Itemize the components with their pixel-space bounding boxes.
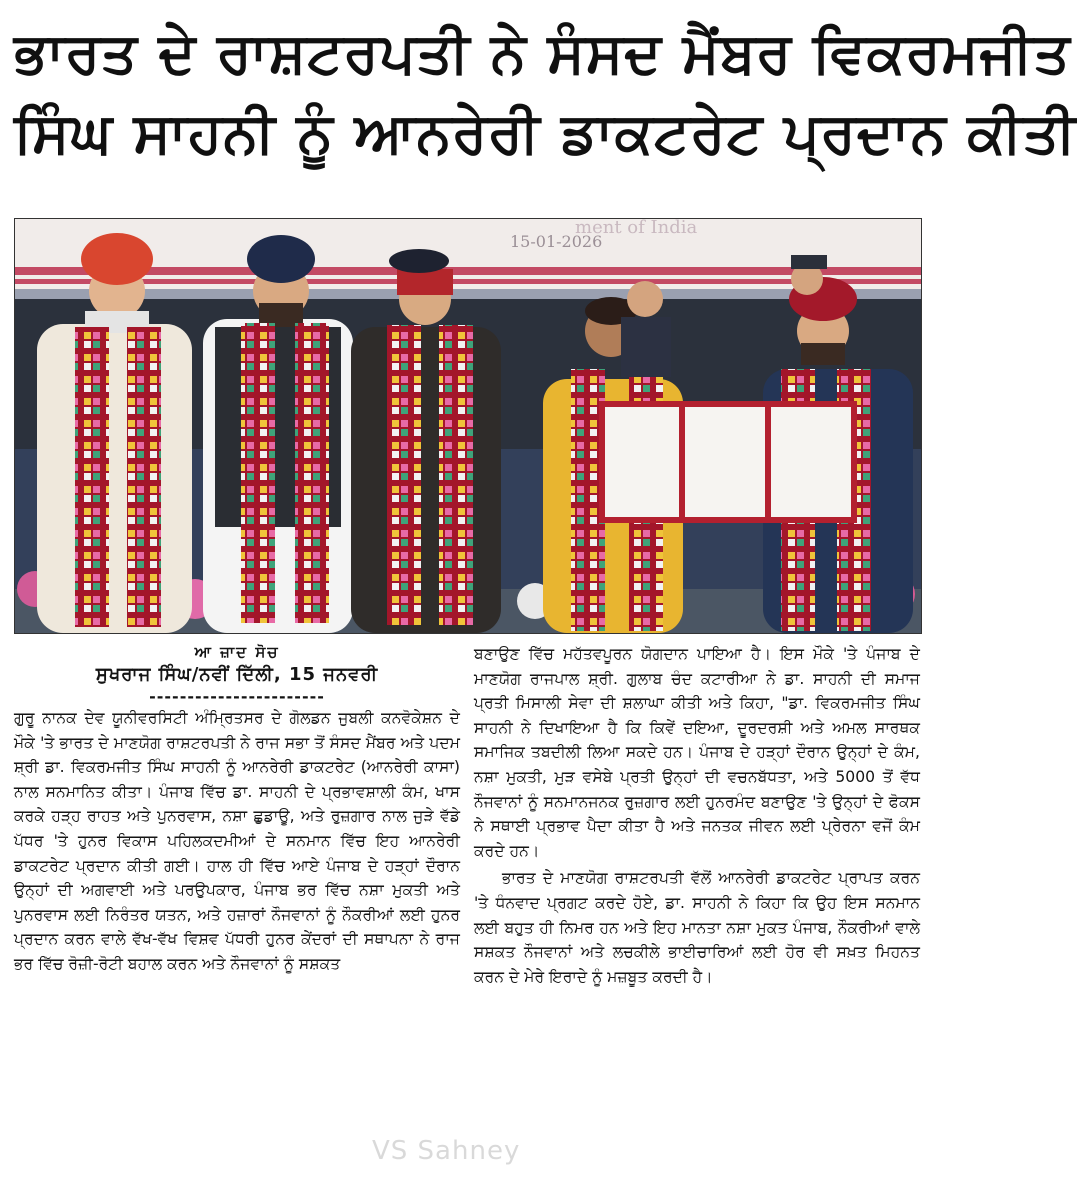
headline-line-1: ਭਾਰਤ ਦੇ ਰਾਸ਼ਟਰਪਤੀ ਨੇ ਸੰਸਦ ਮੈਂਬਰ ਵਿਕਰਮਜੀਤ: [14, 21, 1071, 86]
author-dateline: ਸੁਖਰਾਜ ਸਿੰਘ/ਨਵੀਂ ਦਿੱਲੀ, 15 ਜਨਵਰੀ: [95, 664, 379, 685]
headline-line-2: ਸਿੰਘ ਸਾਹਨੀ ਨੂੰ ਆਨਰੇਰੀ ਡਾਕਟਰੇਟ ਪ੍ਰਦਾਨ ਕੀਤੀ: [14, 101, 1077, 166]
article-paragraph-3: ਭਾਰਤ ਦੇ ਮਾਣਯੋਗ ਰਾਸ਼ਟਰਪਤੀ ਵੱਲੋਂ ਆਨਰੇਰੀ ਡਾਕਟਰੇਟ ਪ੍ਰਾਪਤ ਕਰਨ 'ਤੇ ਧੰਨਵਾਦ ਪ੍ਰਗਟ ਕਰਦੇ ਹੋਏ, ਡਾ. ਸਾਹਨੀ ਨੇ ਕਿਹਾ ਕਿ ਉਹ ਇਸ ਸਨਮਾਨ ਲਈ ਬਹੁਤ ਹੀ ਨਿਮਰ ਹਨ ਅਤੇ ਇਹ ਮਾਨਤਾ ਨਸ਼ਾ ਮੁਕਤ ਪੰਜਾਬ, ਨੌਕਰੀਆਂ ਵਾਲੇ ਸਸ਼ਕਤ ਨੌਜਵਾਨਾਂ ਅਤੇ ਲਚਕੀਲੇ ਭਾਈਚਾਰਿਆਂ ਲਈ ਹੋਰ ਵੀ ਸਖ਼ਤ ਮਿਹਨਤ ਕਰਨ ਦੇ ਮੇਰੇ ਇਰਾਦੇ ਨੂੰ ਮਜ਼ਬੂਤ ਕਰਦੀ ਹੈ।: [474, 869, 920, 986]
byline: [14, 642, 460, 706]
article-paragraph-1: ਗੁਰੂ ਨਾਨਕ ਦੇਵ ਯੂਨੀਵਰਸਿਟੀ ਅੰਮ੍ਰਿਤਸਰ ਦੇ ਗੋਲਡਨ ਜੁਬਲੀ ਕਨਵੋਕੇਸ਼ਨ ਦੇ ਮੌਕੇ 'ਤੇ ਭਾਰਤ ਦੇ ਮਾਣਯੋਗ ਰਾਸ਼ਟਰਪਤੀ ਨੇ ਰਾਜ ਸਭਾ ਤੋਂ ਸੰਸਦ ਮੈਂਬਰ ਅਤੇ ਪਦਮ ਸ਼੍ਰੀ ਡਾ. ਵਿਕਰਮਜੀਤ ਸਿੰਘ ਸਾਹਨੀ ਨੂੰ ਆਨਰੇਰੀ ਡਾਕਟਰੇਟ (ਆਨਰੇਰੀ ਕਾਸਾ) ਨਾਲ ਸਨਮਾਨਿਤ ਕੀਤਾ। ਪੰਜਾਬ ਵਿੱਚ ਡਾ. ਸਾਹਨੀ ਦੇ ਪ੍ਰਭਾਵਸ਼ਾਲੀ ਕੰਮ, ਖਾਸ ਕਰਕੇ ਹੜ੍ਹ ਰਾਹਤ ਅਤੇ ਪੁਨਰਵਾਸ, ਨਸ਼ਾ ਛੁਡਾਊ, ਅਤੇ ਰੁਜ਼ਗਾਰ ਨਾਲ ਜੁੜੇ ਵੱਡੇ ਪੱਧਰ 'ਤੇ ਹੁਨਰ ਵਿਕਾਸ ਪਹਿਲਕਦਮੀਆਂ ਦੇ ਸਨਮਾਨ ਵਿੱਚ ਇਹ ਆਨਰੇਰੀ ਡਾਕਟਰੇਟ ਪ੍ਰਦਾਨ ਕੀਤੀ ਗਈ। ਹਾਲ ਹੀ ਵਿੱਚ ਆਏ ਪੰਜਾਬ ਦੇ ਹੜ੍ਹਾਂ ਦੌਰਾਨ ਉਨ੍ਹਾਂ ਦੀ ਅਗਵਾਈ ਅਤੇ ਪਰਉਪਕਾਰ, ਪੰਜਾਬ ਭਰ ਵਿੱਚ ਨਸ਼ਾ ਮੁਕਤੀ ਅਤੇ ਪੁਨਰਵਾਸ ਲਈ ਨਿਰੰਤਰ ਯਤਨ, ਅਤੇ ਹਜ਼ਾਰਾਂ ਨੌਜਵਾਨਾਂ ਨੂੰ ਨੌਕਰੀਆਂ ਲਈ ਹੁਨਰ ਪ੍ਰਦਾਨ ਕਰਨ ਵਾਲੇ ਵੱਖ-ਵੱਖ ਵਿਸ਼ਵ ਪੱਧਰੀ ਹੁਨਰ ਕੇਂਦਰਾਂ ਦੀ ਸਥਾਪਨਾ ਨੇ ਰਾਜ ਭਰ ਵਿੱਚ ਰੋਜ਼ੀ-ਰੋਟੀ ਬਹਾਲ ਕਰਨ ਅਤੇ ਨੌਜਵਾਨਾਂ ਨੂੰ ਸਸ਼ਕਤ: [14, 709, 460, 973]
article-column-1: [14, 642, 460, 1190]
banner-date-text: 15-01-2026: [510, 232, 603, 251]
news-source: ਆ ਜ਼ਾਦ ਸੋਚ: [194, 643, 280, 661]
article-paragraph-2: ਬਣਾਉਣ ਵਿੱਚ ਮਹੱਤਵਪੂਰਨ ਯੋਗਦਾਨ ਪਾਇਆ ਹੈ। ਇਸ ਮੌਕੇ 'ਤੇ ਪੰਜਾਬ ਦੇ ਮਾਣਯੋਗ ਰਾਜਪਾਲ ਸ਼੍ਰੀ. ਗੁਲਾਬ ਚੰਦ ਕਟਾਰੀਆ ਨੇ ਡਾ. ਸਾਹਨੀ ਦੀ ਸਮਾਜ ਪ੍ਰਤੀ ਮਿਸਾਲੀ ਸੇਵਾ ਦੀ ਸ਼ਲਾਘਾ ਕੀਤੀ ਅਤੇ ਕਿਹਾ, "ਡਾ. ਵਿਕਰਮਜੀਤ ਸਿੰਘ ਸਾਹਨੀ ਨੇ ਦਿਖਾਇਆ ਹੈ ਕਿ ਕਿਵੇਂ ਦਇਆ, ਦੂਰਦਰਸ਼ੀ ਅਤੇ ਅਮਲ ਸਾਰਥਕ ਸਮਾਜਿਕ ਤਬਦੀਲੀ ਲਿਆ ਸਕਦੇ ਹਨ। ਪੰਜਾਬ ਦੇ ਹੜ੍ਹਾਂ ਦੌਰਾਨ ਉਨ੍ਹਾਂ ਦੇ ਕੰਮ, ਨਸ਼ਾ ਮੁਕਤੀ, ਮੁੜ ਵਸੇਬੇ ਪ੍ਰਤੀ ਉਨ੍ਹਾਂ ਦੀ ਵਚਨਬੱਧਤਾ, ਅਤੇ 5000 ਤੋਂ ਵੱਧ ਨੌਜਵਾਨਾਂ ਨੂੰ ਸਨਮਾਨਜਨਕ ਰੁਜ਼ਗਾਰ ਲਈ ਹੁਨਰਮੰਦ ਬਣਾਉਣ 'ਤੇ ਉਨ੍ਹਾਂ ਦੇ ਫੋਕਸ ਨੇ ਸਥਾਈ ਪ੍ਰਭਾਵ ਪੈਦਾ ਕੀਤਾ ਹੈ ਅਤੇ ਜਨਤਕ ਜੀਵਨ ਲਈ ਪ੍ਰੇਰਨਾ ਵਜੋਂ ਕੰਮ ਕਰਦੇ ਹਨ।: [474, 645, 920, 860]
article-column-2: [474, 642, 920, 1190]
article-body: [14, 642, 920, 1190]
news-photo: [14, 218, 922, 634]
watermark: VS Sahney: [372, 1136, 521, 1166]
honorary-doctorate-certificate: [599, 401, 857, 523]
banner-title-text: ment of India: [575, 217, 698, 238]
byline-rule: -----------------------: [149, 687, 325, 706]
headline: [14, 14, 1077, 174]
